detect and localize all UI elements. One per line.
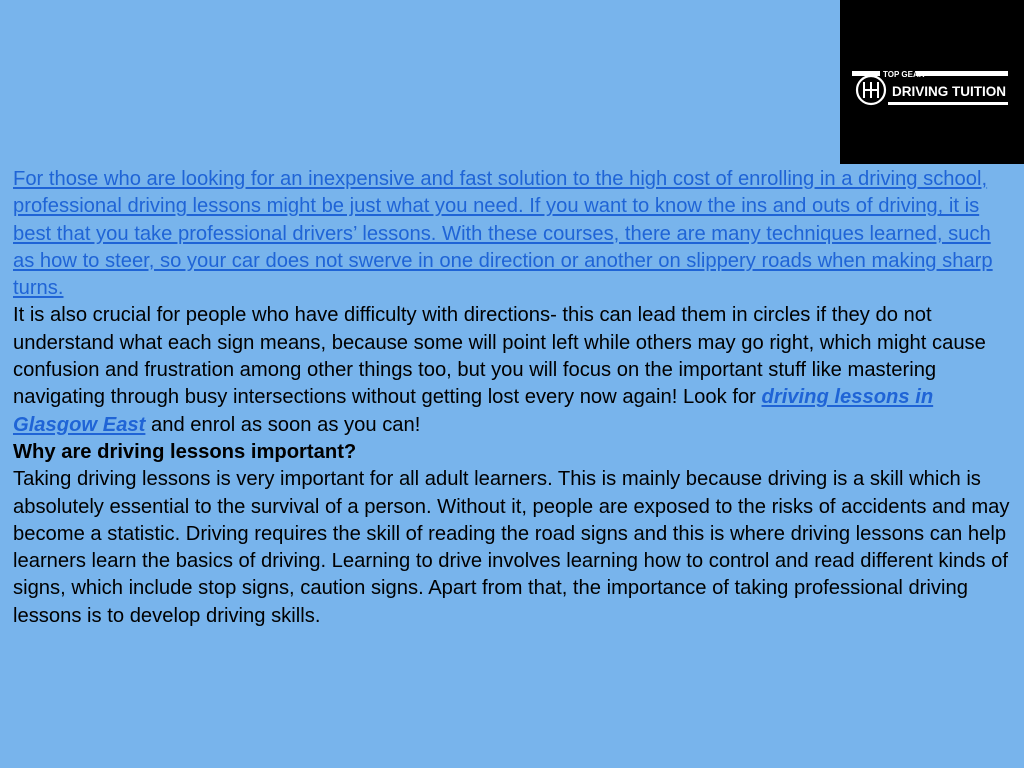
gear-shift-icon	[857, 76, 885, 104]
directions-paragraph	[13, 302, 1013, 438]
logo-bottom-bar	[888, 102, 1008, 105]
section-heading: Why are driving lessons important?	[13, 440, 357, 463]
importance-paragraph: Taking driving lessons is very important for all adult learners. This is mainly because driving is a skill which is absolutely essential to the survival of a person. Without it, people are exposed to the risks of accidents and may become a statistic. Driving requires the skill of reading the road signs and this is where driving lessons can help learners learn the basics of driving. Learning to drive involves learning how to control and read different kinds of signs, which include stop signs, caution signs. Apart from that, the importance of taking professional driving lessons is to develop driving skills.	[13, 468, 1010, 627]
intro-link[interactable]: For those who are looking for an inexpensive and fast solution to the high cost of enrolling in a driving school, professional driving lessons might be just what you need. If you want to know the ins and outs of driving, it is best that you take professional drivers’ lessons. With these courses, there are many techniques learned, such as how to steer, so your car does not swerve in one direction or another on slippery roads when making sharp turns.	[13, 168, 993, 300]
logo-panel	[840, 0, 1024, 164]
logo-main-text: DRIVING TUITION	[892, 84, 1006, 99]
article-content	[13, 166, 1013, 630]
intro-paragraph	[13, 166, 1013, 302]
logo	[852, 68, 1008, 110]
logo-top-text: TOP GEAR	[883, 70, 925, 79]
logo-top-bar	[852, 71, 1008, 76]
directions-text-after: and enrol as soon as you can!	[145, 413, 421, 436]
glasgow-east-link[interactable]: driving lessons in Glasgow East	[13, 386, 934, 436]
directions-text-before: It is also crucial for people who have difficulty with directions- this can lead them in circles if they do not understand what each sign means, because some will point left while others may go right, which might cause confusion and frustration among other things too, but you will focus on the important stuff like mastering navigating through busy intersections without getting lost every now again! Look for	[13, 304, 986, 409]
